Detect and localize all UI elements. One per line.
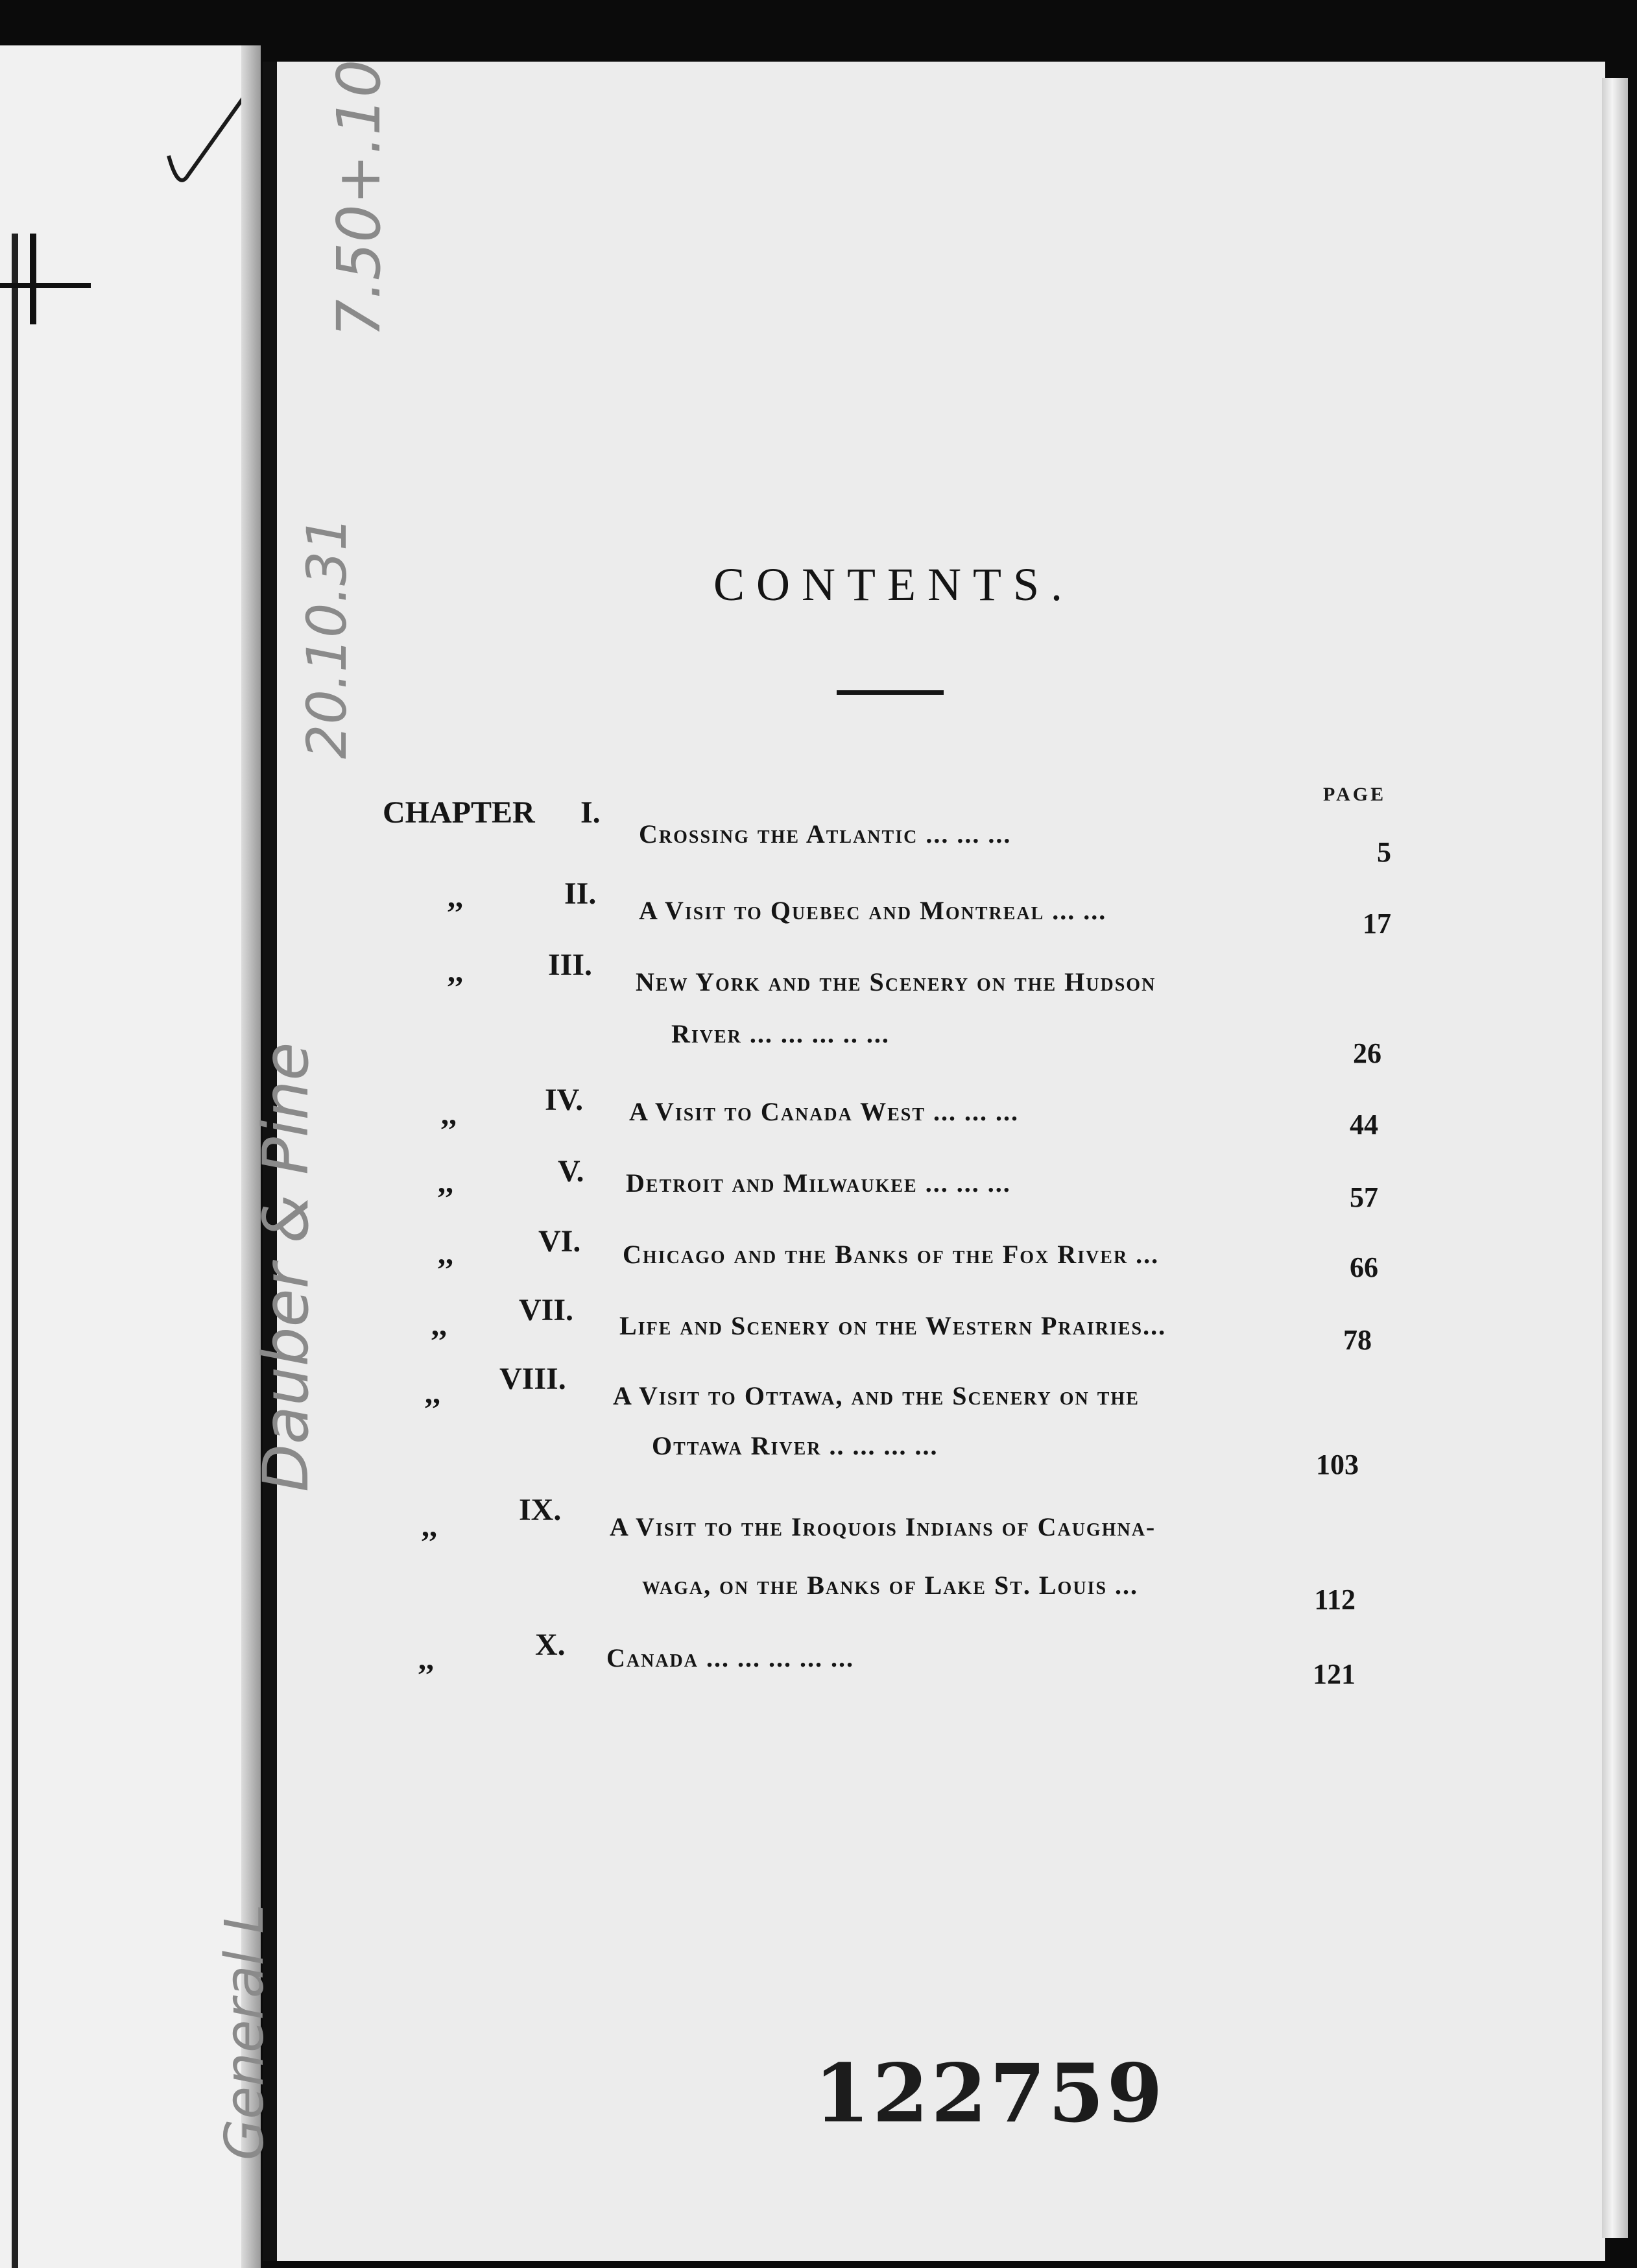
handwritten-general: General L [214,1904,276,2160]
ditto-mark: ,, [441,1097,457,1131]
page-number: 78 [1343,1324,1372,1356]
page-number: 66 [1350,1251,1378,1283]
chapter-title-continued: waga, on the Banks of Lake St. Louis ... [642,1571,1139,1600]
page-number: 17 [1363,908,1391,939]
ditto-mark: ,, [431,1308,447,1342]
cross-mark-horizontal [0,283,91,288]
chapter-title-continued: River ... ... ... .. ... [671,1019,890,1048]
chapter-title-continued: Ottawa River .. ... ... ... [652,1431,938,1460]
ditto-mark: ,, [422,1509,437,1543]
accession-number-stamp: 122759 [814,2047,1165,2141]
chapter-title: A Visit to Canada West ... ... ... [629,1097,1020,1126]
chapter-numeral: VIII. [499,1362,566,1396]
chapter-numeral: VI. [538,1224,581,1259]
chapter-title: New York and the Scenery on the Hudson [636,967,1156,996]
chapter-title: Canada ... ... ... ... ... [606,1643,854,1672]
page-number: 26 [1353,1037,1381,1069]
chapter-title: A Visit to Ottawa, and the Scenery on the [613,1381,1140,1410]
page-title: CONTENTS. [713,559,1074,610]
page-number: 57 [1350,1181,1378,1213]
chapter-title: Chicago and the Banks of the Fox River ... [623,1240,1160,1269]
endpaper-rule [12,234,18,2268]
page-number: 112 [1314,1584,1356,1615]
page-number: 44 [1350,1109,1378,1140]
chapter-numeral: VII. [519,1293,574,1327]
page-number: 121 [1313,1658,1356,1690]
page-edge [1602,78,1628,2238]
chapter-numeral: IX. [519,1493,562,1527]
ditto-mark: ,, [448,954,463,989]
page-column-heading: PAGE [1323,784,1387,805]
chapter-label: CHAPTER [383,795,535,830]
chapter-numeral: III. [548,948,593,982]
handwritten-names: Dauber & Pine [250,1042,322,1492]
chapter-numeral: I. [580,795,601,830]
handwritten-price: 7.50+.10 [324,59,394,337]
ditto-mark: ,, [418,1642,434,1676]
page-number: 5 [1377,836,1391,868]
chapter-title: Life and Scenery on the Western Prairies... [619,1311,1167,1340]
page-number: 103 [1316,1449,1359,1480]
chapter-title: Crossing the Atlantic ... ... ... [639,819,1012,849]
contents-page [263,59,1605,2261]
ditto-mark: ,, [438,1237,453,1271]
title-rule [837,690,944,695]
chapter-title: Detroit and Milwaukee ... ... ... [626,1168,1011,1198]
chapter-numeral: II. [564,876,597,911]
chapter-title: A Visit to Quebec and Montreal ... ... [639,896,1107,925]
ditto-mark: ,, [448,880,463,914]
ditto-mark: ,, [438,1165,453,1200]
chapter-numeral: V. [558,1154,584,1188]
chapter-title: A Visit to the Iroquois Indians of Caughna- [610,1512,1156,1541]
chapter-numeral: X. [535,1628,566,1662]
handwritten-date: 20.10.31 [295,516,359,759]
ditto-mark: ,, [425,1376,440,1410]
chapter-numeral: IV. [545,1083,584,1117]
cross-mark-vertical [30,234,36,324]
